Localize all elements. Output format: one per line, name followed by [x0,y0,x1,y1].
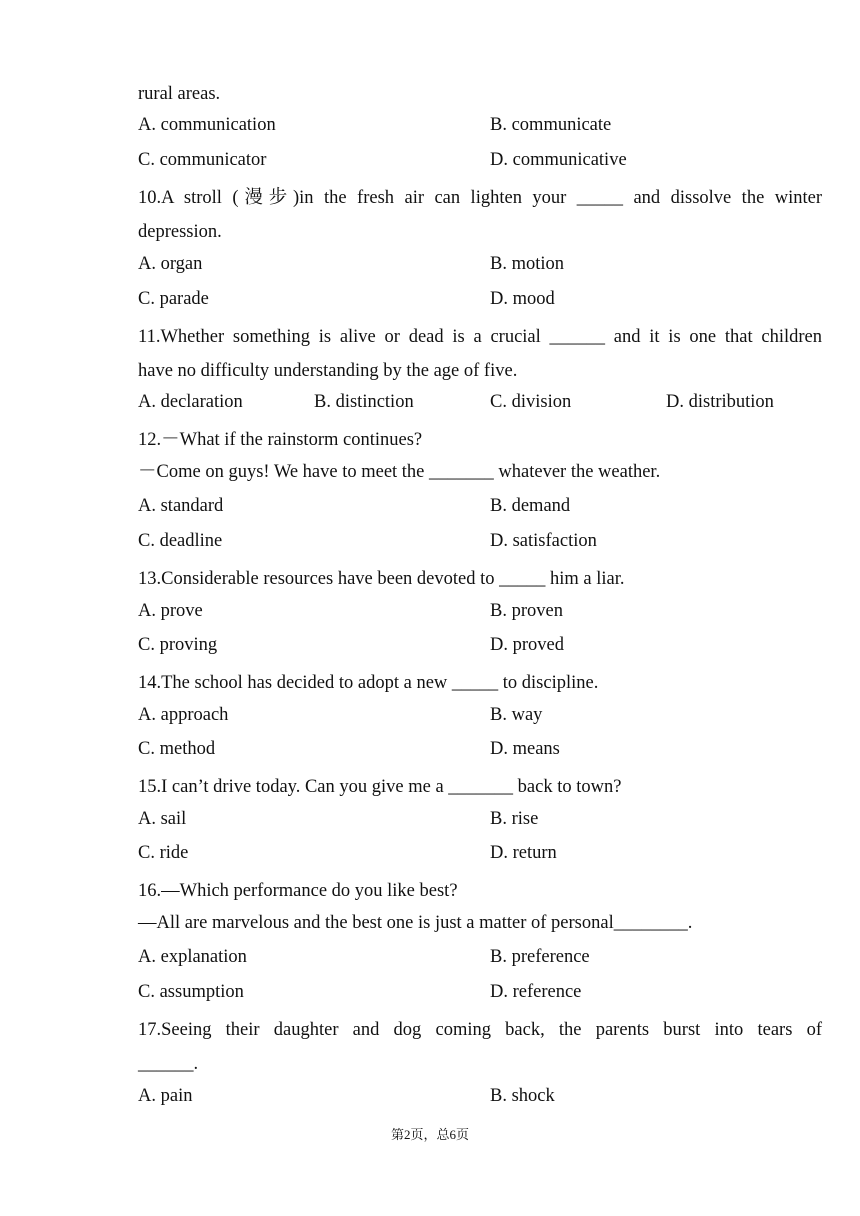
question-16-stem-cont: —All are marvelous and the best one is just a matter of personal________. [138,913,693,933]
question-9-tail: rural areas. [138,84,221,104]
q13-option-a: A. prove [138,601,203,621]
page-number-footer: 第2页，总6页 [390,1127,469,1142]
q10-option-d: D. mood [490,289,555,309]
q15-option-b: B. rise [490,809,539,829]
q17-option-a: A. pain [138,1086,193,1106]
q16-option-d: D. reference [490,982,582,1002]
q16-option-c: C. assumption [138,982,244,1002]
q12-option-c: C. deadline [138,531,223,551]
question-11-stem: 11.Whether something is alive or dead is a crucial ______ and it is one that children [138,327,822,347]
q9-option-c: C. communicator [138,150,267,170]
q12-option-d: D. satisfaction [490,531,597,551]
q13-option-b: B. proven [490,601,563,621]
q15-option-c: C. ride [138,843,189,863]
question-16-stem: 16.—Which performance do you like best? [138,881,458,901]
q11-option-b: B. distinction [314,392,414,412]
q10-option-c: C. parade [138,289,209,309]
q9-option-a: A. communication [138,115,276,135]
question-13-stem: 13.Considerable resources have been devoted to _____ him a liar. [138,569,625,589]
q12-option-a: A. standard [138,496,224,516]
q14-option-c: C. method [138,739,216,759]
q9-option-d: D. communicative [490,150,627,170]
q14-option-a: A. approach [138,705,229,725]
question-10-stem: 10.A stroll (漫步)in the fresh air can lighten your _____ and dissolve the winter [138,188,822,208]
q15-option-a: A. sail [138,809,187,829]
q13-option-d: D. proved [490,635,564,655]
q17-option-b: B. shock [490,1086,555,1106]
q13-option-c: C. proving [138,635,218,655]
q14-option-d: D. means [490,739,560,759]
question-17-stem-cont: ______. [138,1054,199,1074]
q11-option-d: D. distribution [666,392,774,412]
question-12-stem-cont: －Come on guys! We have to meet the _______ whatever the weather. [138,462,661,482]
q15-option-d: D. return [490,843,557,863]
q12-option-b: B. demand [490,496,571,516]
q10-option-a: A. organ [138,254,203,274]
question-10-stem-cont: depression. [138,222,222,242]
q14-option-b: B. way [490,705,543,725]
q16-option-a: A. explanation [138,947,247,967]
q9-option-b: B. communicate [490,115,612,135]
q16-option-b: B. preference [490,947,590,967]
question-12-stem: 12.－What if the rainstorm continues? [138,430,423,450]
question-15-stem: 15.I can’t drive today. Can you give me a _______ back to town? [138,777,622,797]
question-14-stem: 14.The school has decided to adopt a new _____ to discipline. [138,673,599,693]
q11-option-a: A. declaration [138,392,243,412]
q11-option-c: C. division [490,392,572,412]
question-11-stem-cont: have no difficulty understanding by the age of five. [138,361,518,381]
q10-option-b: B. motion [490,254,565,274]
question-17-stem: 17.Seeing their daughter and dog coming back, the parents burst into tears of [138,1020,822,1040]
